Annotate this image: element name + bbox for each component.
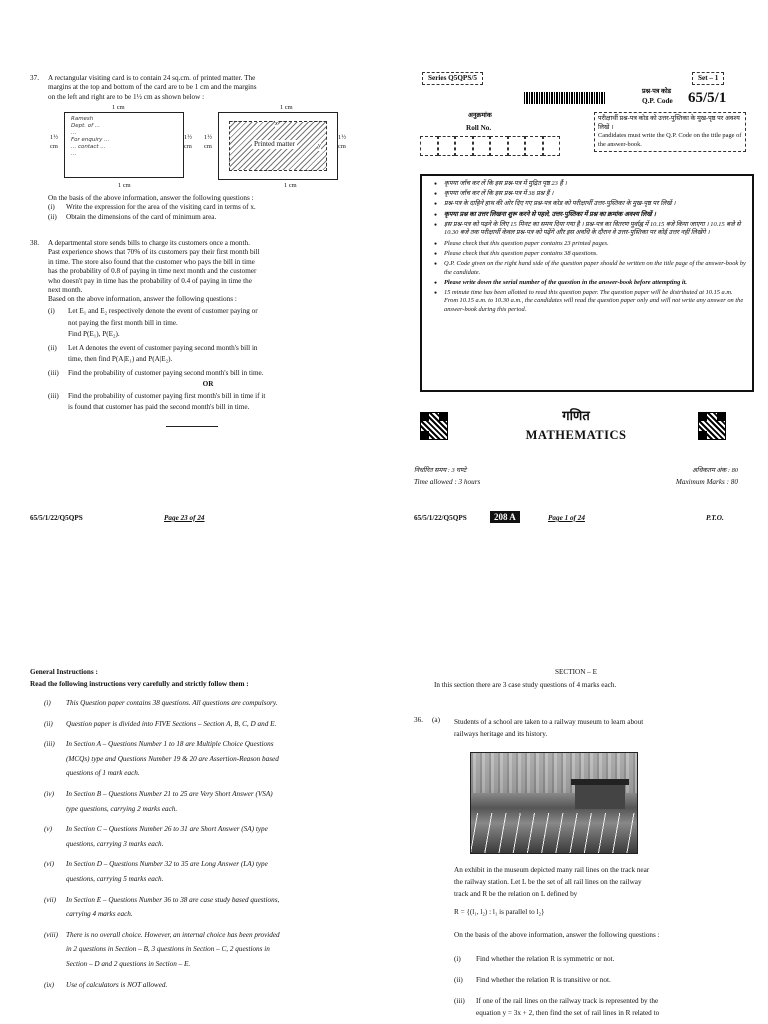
- x-label: x: [275, 120, 278, 127]
- sub-line: Let E₁ and E₂ respectively denote the event of customer paying or: [68, 307, 258, 315]
- gi-item: [44, 930, 364, 974]
- barcode-icon: [524, 92, 606, 104]
- gi-item-text: [66, 789, 273, 818]
- gi-item: [44, 980, 364, 995]
- gi-item-number: (iii): [44, 740, 55, 749]
- sub-line: Find whether the relation R is symmetric or not.: [476, 955, 615, 963]
- handwriting-line: ... contact ...: [71, 144, 106, 150]
- gi-item-line: In Section B – Questions Number 21 to 25 are Very Short Answer (VSA): [66, 789, 273, 798]
- sub-line: not paying the first month bill in time.: [68, 318, 178, 327]
- sub-line: Find whether the relation R is transitive or not.: [476, 976, 611, 984]
- q38-line: Past experience shows that 70% of its customers pay their first month bill: [48, 248, 260, 257]
- gi-item-text: [66, 930, 280, 974]
- section-title: SECTION – E: [555, 668, 597, 676]
- footer-page: Page 23 of 24: [164, 514, 205, 522]
- dim-bottom-label: 1 cm: [118, 182, 131, 189]
- gi-item-text: [66, 895, 279, 924]
- gi-item-number: (iv): [44, 789, 54, 798]
- gi-item-text: [66, 719, 276, 734]
- para-line: the railway station. Let L be the set of all rail lines on the railway: [454, 878, 642, 886]
- sub-number: (ii): [454, 976, 463, 984]
- gi-item-number: (v): [44, 825, 52, 834]
- q36-line: railways heritage and its history.: [454, 730, 548, 738]
- instruction-item: ● प्रश्न-पत्र के दाहिने हाथ की ओर दिए गए प्रश्न-पत्र कोड को परीक्षार्थी उत्तर-पुस्तिका के मुख-पृष्ठ पर लिखें ।: [432, 200, 746, 209]
- qp-code-label: Q.P. Code: [642, 97, 673, 105]
- gi-item-line: Question paper is divided into FIVE Sections – Section A, B, C, D and E.: [66, 719, 277, 728]
- q38-number: 38.: [30, 239, 39, 247]
- gi-item-text: [66, 698, 277, 713]
- para-line: track and R be the relation on L defined by: [454, 890, 578, 898]
- or-label: OR: [202, 380, 214, 388]
- gi-item-line: In Section E – Questions Number 36 to 38 are case study based questions,: [66, 895, 280, 904]
- set-label: Set – 1: [692, 72, 724, 85]
- q38-line: next month.: [48, 286, 83, 295]
- gi-item-line: questions, carrying 5 marks each.: [66, 874, 164, 883]
- sub-number: (i): [48, 307, 55, 315]
- q38-text: [48, 239, 358, 305]
- q37-line: A rectangular visiting card is to contain 24 sq.cm. of printed matter. The: [48, 74, 256, 82]
- q36-intro: [454, 716, 754, 740]
- roll-digit-box[interactable]: [455, 136, 473, 156]
- q38-subs: [48, 306, 368, 414]
- printed-matter-label: Printed matter: [254, 140, 295, 148]
- series-label: Series Q5QPS/5: [422, 72, 483, 85]
- sub-text: Obtain the dimensions of the card of minimum area.: [66, 212, 217, 221]
- time-hindi: निर्धारित समय : 3 घण्टे: [414, 467, 467, 474]
- q36-basis: On the basis of the above information, answer the following questions :: [454, 931, 660, 939]
- maximum-marks: Maximum Marks : 80: [675, 478, 738, 486]
- roll-digit-box[interactable]: [473, 136, 491, 156]
- q38-line: in time. The store also found that the customer who pays the bill in time: [48, 257, 255, 266]
- q37-line: on the left and right are to be 1½ cm as shown below :: [48, 92, 205, 101]
- roll-digit-box[interactable]: [438, 136, 456, 156]
- y-label: y: [318, 142, 321, 149]
- q37-text: [48, 74, 348, 102]
- instruction-item: ● कृपया प्रश्न का उत्तर लिखना शुरू करने से पहले, उत्तर-पुस्तिका में प्रश्न का क्रमांक अवश्य लिखें ।: [432, 211, 746, 220]
- sub-line: equation y = 3x + 2, then find the set of rail lines in R related to: [476, 1009, 660, 1017]
- roll-no-hindi: अनुक्रमांक: [468, 112, 492, 119]
- footer-page: Page 1 of 24: [548, 514, 585, 522]
- footer-code: 65/5/1/22/Q5QPS: [414, 514, 467, 522]
- q37-basis: On the basis of the above information, answer the following questions :: [48, 194, 254, 202]
- instructions-list: [422, 176, 752, 318]
- dim-left-label: 1½ cm: [50, 134, 58, 150]
- dim-top-label: 1 cm: [280, 104, 293, 111]
- gi-item: [44, 824, 364, 853]
- subject-hindi: गणित: [562, 408, 590, 423]
- gi-item-line: This Question paper contains 38 questions. All questions are compulsory.: [66, 699, 278, 707]
- gi-item-text: [66, 739, 279, 783]
- note-hindi: परीक्षार्थी प्रश्न-पत्र कोड को उत्तर-पुस्तिका के मुख-पृष्ठ पर अवश्य लिखें ।: [598, 115, 740, 131]
- end-rule: [166, 426, 218, 427]
- gi-item: [44, 719, 364, 734]
- footer-badge: 208 A: [490, 511, 520, 523]
- sub-number: (ii): [48, 212, 57, 221]
- section-e-page: [384, 530, 768, 1024]
- visiting-card-diagram: [50, 104, 198, 186]
- instruction-item: ● Please write down the serial number of the question in the answer-book before attempting it.: [432, 279, 746, 288]
- roll-digit-box[interactable]: [508, 136, 526, 156]
- roll-digit-box[interactable]: [543, 136, 561, 156]
- gi-item-text: [66, 980, 167, 995]
- sub-line: Find P(E₁), P(E₂).: [68, 330, 120, 338]
- q36-part: (a): [432, 716, 440, 724]
- q38-line: who doesn't pay in time has the probability of 0.4 of paying in time the: [48, 276, 252, 285]
- dim-right-label: 1½ cm: [184, 134, 192, 150]
- q36-number: 36.: [414, 716, 423, 724]
- gi-item: [44, 698, 364, 713]
- gi-item: [44, 739, 364, 783]
- sub-text: Write the expression for the area of the visiting card in terms of x.: [66, 203, 256, 212]
- instruction-item: ● कृपया जाँच कर लें कि इस प्रश्न-पत्र में मुद्रित पृष्ठ 23 हैं ।: [432, 180, 746, 189]
- gi-item-number: (vi): [44, 860, 54, 869]
- instruction-item: ● इस प्रश्न-पत्र को पढ़ने के लिए 15 मिनट का समय दिया गया है । प्रश्न-पत्र का वितरण पूर्वाह्न में 10.15 बजे किया जाएगा । 10.15 बजे से 10.30 बजे तक परीक्षार्थी केवल प्रश्न-पत्र को पढ़ेंगे और इस अवधि के दौरान वे उत्तर-पुस्तिका पर कोई उत्तर नहीं लिखेंगे ।: [432, 221, 746, 238]
- instructions-box: [420, 174, 754, 392]
- sub-line: Let A denotes the event of customer paying second month's bill in: [68, 343, 258, 352]
- gi-item-line: in 2 questions in Section – B, 3 questions in Section – C, 2 questions in: [66, 945, 270, 954]
- para-line: An exhibit in the museum depicted many rail lines on the track near: [454, 866, 650, 874]
- handwriting-line: ...: [71, 151, 77, 157]
- candidate-note: [594, 112, 746, 152]
- gi-item: [44, 895, 364, 924]
- card-outline: [218, 112, 338, 180]
- general-instructions-page: [0, 530, 384, 1024]
- handwriting-line: ...: [71, 130, 77, 136]
- gi-item-number: (viii): [44, 930, 58, 939]
- sub-number: (iii): [48, 368, 59, 377]
- footer-pto: P.T.O.: [706, 514, 724, 522]
- page-23: [0, 0, 384, 522]
- printed-area: [229, 121, 327, 171]
- gi-item-line: There is no overall choice. However, an internal choice has been provided: [66, 930, 280, 939]
- handwriting-line: Ramesh: [71, 116, 94, 122]
- sub-number: (iii): [454, 997, 465, 1005]
- gi-item: [44, 859, 364, 888]
- handwriting-line: For enquiry ...: [71, 137, 110, 143]
- gi-item-text: [66, 824, 268, 853]
- note-english: Candidates must write the Q.P. Code on the title page of the answer-book.: [598, 132, 742, 148]
- sub-line: is found that customer has paid the second month's bill in time.: [68, 403, 250, 411]
- q38-line: A departmental store sends bills to charge its customers once a month.: [48, 239, 250, 247]
- q38-line: Based on the above information, answer the following questions :: [48, 295, 237, 304]
- q36-para: [454, 864, 754, 900]
- roll-digit-box[interactable]: [420, 136, 438, 156]
- sub-line: time, then find P(A|E₁) and P(A|E₂).: [68, 355, 173, 363]
- roll-no-boxes[interactable]: [420, 136, 560, 156]
- dim-right-label: 1½ cm: [338, 134, 346, 150]
- roll-digit-box[interactable]: [525, 136, 543, 156]
- sub-line: Find the probability of customer paying second month's bill in time.: [68, 368, 264, 377]
- q37-line: margins at the top and bottom of the card are to be 1 cm and the margins: [48, 83, 257, 92]
- roll-digit-box[interactable]: [490, 136, 508, 156]
- gi-item-line: In Section D – Questions Number 32 to 35 are Long Answer (LA) type: [66, 860, 268, 869]
- sub-number: (i): [454, 955, 461, 963]
- sub-number: (iii): [48, 391, 59, 400]
- card-outline: [64, 112, 184, 178]
- sub-number: (ii): [48, 343, 57, 352]
- gi-item-number: (ix): [44, 980, 54, 989]
- marks-hindi: अधिकतम अंक : 80: [692, 467, 738, 474]
- gi-item-line: Section – D and 2 questions in Section – E.: [66, 959, 191, 968]
- gi-item-number: (ii): [44, 719, 53, 728]
- sub-line: Find the probability of customer paying first month's bill in time if it: [68, 391, 266, 400]
- qp-code: 65/5/1: [688, 90, 727, 106]
- gi-item-line: questions, carrying 3 marks each.: [66, 839, 164, 848]
- q36-subs: [454, 953, 754, 1019]
- sub-line: If one of the rail lines on the railway track is represented by the: [476, 997, 659, 1005]
- handwriting-line: Dept. of ...: [71, 123, 101, 129]
- instruction-item: ● कृपया जाँच कर लें कि इस प्रश्न-पत्र में 38 प्रश्न हैं ।: [432, 190, 746, 199]
- page-1: [384, 0, 768, 530]
- gi-item-line: In Section A – Questions Number 1 to 18 are Multiple Choice Questions: [66, 740, 274, 749]
- footer-code: 65/5/1/22/Q5QPS: [30, 514, 83, 522]
- roll-no-label: Roll No.: [466, 124, 492, 132]
- gi-list: [44, 698, 364, 1000]
- gi-item-text: [66, 859, 268, 888]
- printed-matter-diagram: [204, 104, 354, 192]
- gi-item-line: carrying 4 marks each.: [66, 910, 133, 919]
- gi-item: [44, 789, 364, 818]
- railway-photo: [470, 752, 638, 854]
- subject-title: MATHEMATICS: [525, 428, 627, 442]
- q36-line: Students of a school are taken to a railway museum to learn about: [454, 718, 644, 726]
- section-intro: In this section there are 3 case study questions of 4 marks each.: [434, 681, 617, 689]
- dim-top-label: 1 cm: [112, 104, 125, 111]
- gi-item-line: Use of calculators is NOT allowed.: [66, 980, 168, 989]
- gi-title: General Instructions :: [30, 668, 98, 676]
- dim-left-label: 1½ cm: [204, 134, 212, 150]
- time-allowed: Time allowed : 3 hours: [414, 478, 481, 486]
- dim-bottom-label: 1 cm: [284, 182, 297, 189]
- gi-item-number: (vii): [44, 895, 56, 904]
- relation-definition: R = {(l₁, l₂) : l₁ is parallel to l₂}: [454, 908, 545, 916]
- gi-item-line: type questions, carrying 2 marks each.: [66, 804, 178, 813]
- instruction-item: ● 15 minute time has been allotted to read this question paper. The question paper will be distributed at 10.15 a.m. From 10.15 a.m. to 10.30 a.m., the candidates will read the question paper only and will not write any answer on the answer-book during this period.: [432, 289, 746, 315]
- gi-item-line: (MCQs) type and Questions Number 19 & 20 are Assertion-Reason based: [66, 754, 279, 763]
- qp-code-hindi: प्रश्न-पत्र कोड: [642, 88, 672, 95]
- instruction-item: ● Q.P. Code given on the right hand side of the question paper should be written on the title page of the answer-book by the candidate.: [432, 260, 746, 277]
- sub-number: (i): [48, 203, 55, 212]
- gi-item-line: In Section C – Questions Number 26 to 31 are Short Answer (SA) type: [66, 825, 268, 834]
- q37-number: 37.: [30, 74, 39, 82]
- gi-item-number: (i): [44, 699, 51, 707]
- instruction-item: ● Please check that this question paper contains 38 questions.: [432, 250, 746, 259]
- instruction-item: ● Please check that this question paper contains 23 printed pages.: [432, 240, 746, 249]
- q37-after: [48, 194, 358, 222]
- gi-item-line: questions of 1 mark each.: [66, 769, 140, 778]
- q38-line: has the probability of 0.8 of paying in time next month and the customer: [48, 267, 257, 276]
- gi-subtitle: Read the following instructions very carefully and strictly follow them :: [30, 680, 249, 688]
